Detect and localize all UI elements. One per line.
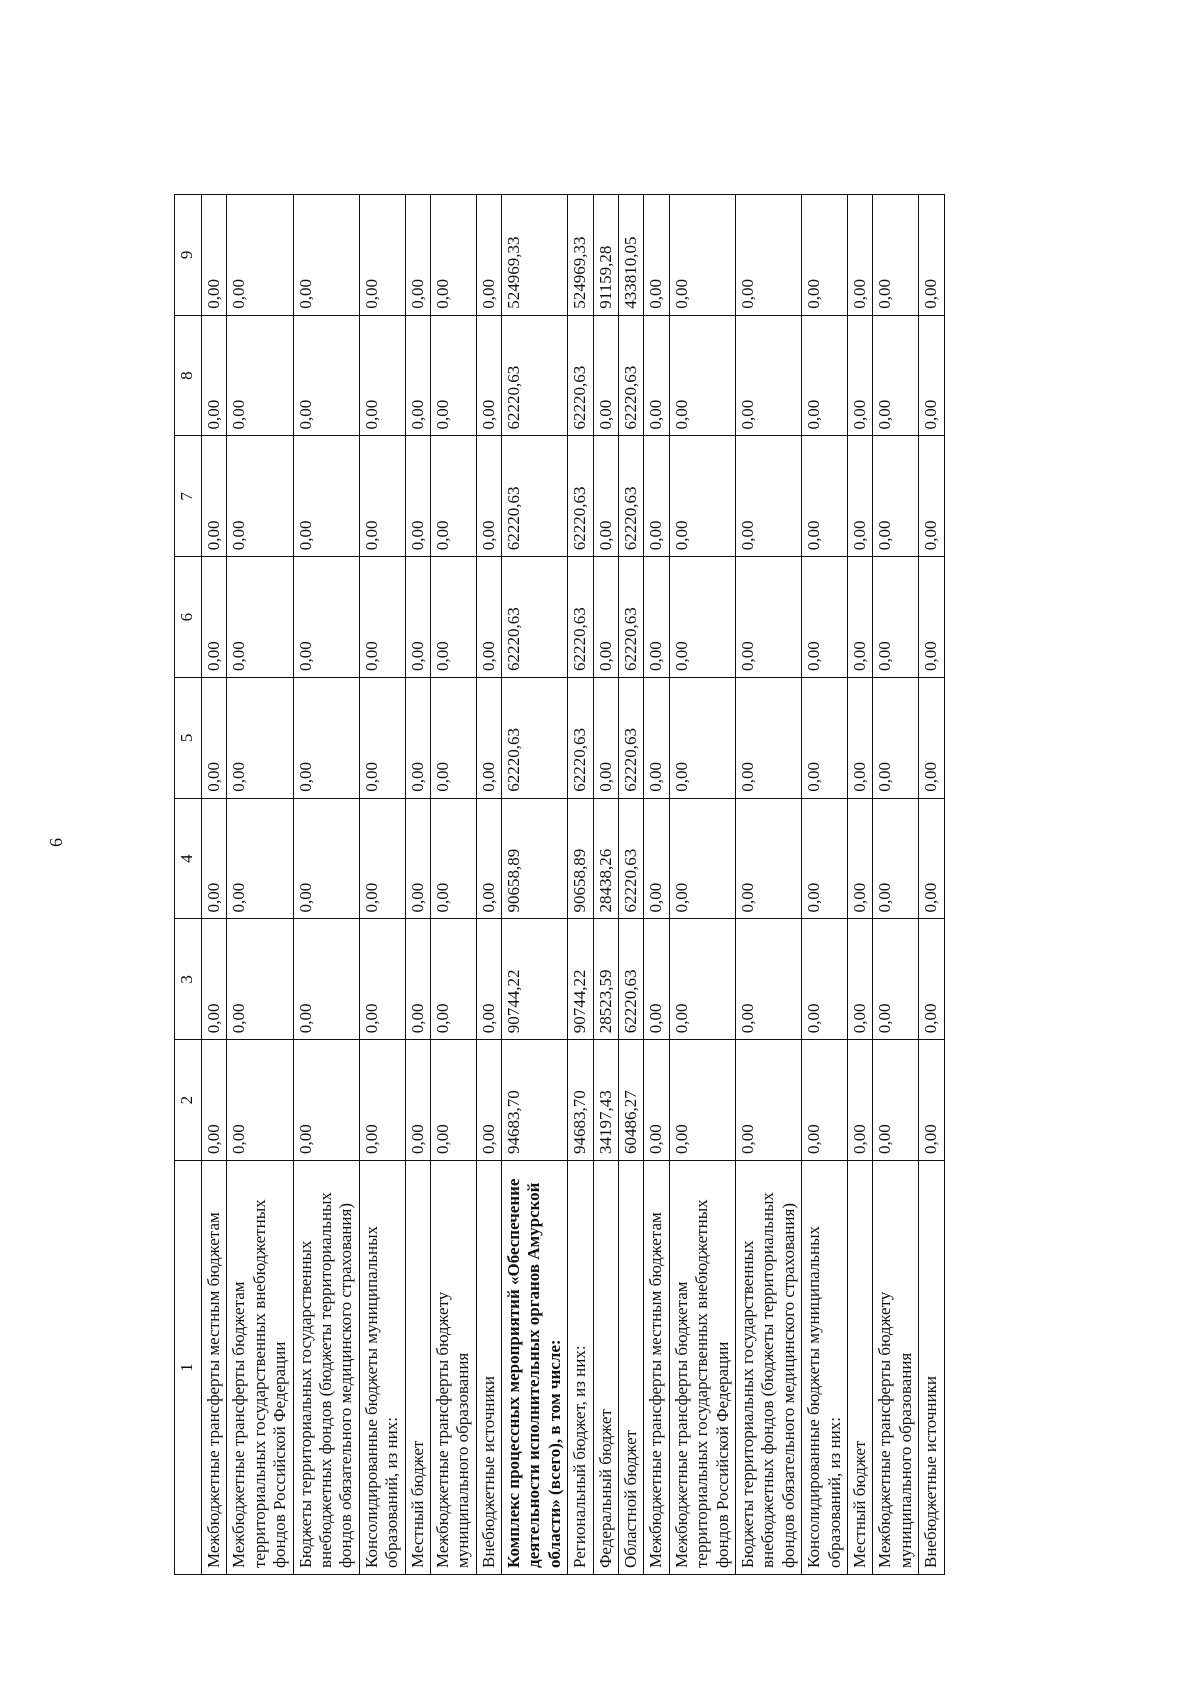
table-cell: 62220,63	[568, 436, 593, 557]
table-row	[873, 195, 919, 1575]
table-cell: 0,00	[669, 195, 735, 316]
table-cell: 0,00	[802, 557, 848, 678]
column-header: 6	[175, 557, 202, 678]
table-cell: 0,00	[405, 919, 430, 1040]
table-cell: 0,00	[202, 919, 227, 1040]
table-row	[593, 195, 618, 1575]
column-header: 1	[175, 1161, 202, 1575]
table-cell: 0,00	[293, 678, 359, 799]
table-cell: 0,00	[802, 798, 848, 919]
column-header: 3	[175, 919, 202, 1040]
table-cell: 94683,70	[502, 1040, 568, 1161]
row-label: Межбюджетные трансферты бюджету муниципального образования	[430, 1161, 476, 1575]
table-row	[227, 195, 293, 1575]
column-header: 7	[175, 436, 202, 557]
table-cell: 0,00	[669, 678, 735, 799]
table-row	[405, 195, 430, 1575]
table-cell: 0,00	[430, 195, 476, 316]
row-label: Местный бюджет	[847, 1161, 872, 1575]
row-label: Бюджеты территориальных государственных внебюджетных фондов (бюджеты территориальных фондов обязательного медицинского страхования)	[293, 1161, 359, 1575]
table-cell: 0,00	[293, 195, 359, 316]
table-cell: 0,00	[227, 1040, 293, 1161]
table-cell: 62220,63	[619, 315, 644, 436]
table-cell: 0,00	[293, 1040, 359, 1161]
table-cell: 0,00	[735, 798, 801, 919]
table-cell: 62220,63	[568, 315, 593, 436]
table-cell: 0,00	[293, 557, 359, 678]
table-cell: 524969,33	[502, 195, 568, 316]
column-header: 8	[175, 315, 202, 436]
table-cell: 0,00	[476, 315, 501, 436]
table-cell: 0,00	[919, 798, 944, 919]
table-cell: 0,00	[919, 315, 944, 436]
table-cell: 0,00	[669, 919, 735, 1040]
table-cell: 0,00	[735, 1040, 801, 1161]
table-cell: 91159,28	[593, 195, 618, 316]
table-row	[847, 195, 872, 1575]
table-row	[919, 195, 944, 1575]
table-cell: 62220,63	[568, 557, 593, 678]
table-cell: 0,00	[227, 678, 293, 799]
table-cell: 90658,89	[568, 798, 593, 919]
table-cell: 0,00	[430, 678, 476, 799]
table-cell: 0,00	[359, 678, 405, 799]
table-cell: 0,00	[644, 436, 669, 557]
table-cell: 0,00	[873, 678, 919, 799]
table-row	[359, 195, 405, 1575]
table-cell: 0,00	[919, 195, 944, 316]
table-cell: 0,00	[430, 919, 476, 1040]
row-label: Внебюджетные источники	[476, 1161, 501, 1575]
table-cell: 0,00	[293, 798, 359, 919]
table-cell: 0,00	[202, 798, 227, 919]
table-cell: 0,00	[919, 436, 944, 557]
rotated-table-container	[174, 195, 1178, 1575]
table-cell: 90744,22	[568, 919, 593, 1040]
table-row	[293, 195, 359, 1575]
row-label: Местный бюджет	[405, 1161, 430, 1575]
table-cell: 0,00	[669, 798, 735, 919]
table-cell: 0,00	[669, 557, 735, 678]
table-cell: 0,00	[359, 557, 405, 678]
table-cell: 0,00	[802, 1040, 848, 1161]
table-cell: 60486,27	[619, 1040, 644, 1161]
table-cell: 0,00	[593, 557, 618, 678]
table-cell: 0,00	[202, 195, 227, 316]
table-cell: 0,00	[405, 678, 430, 799]
budget-table	[174, 194, 945, 1575]
row-label: Региональный бюджет, из них:	[568, 1161, 593, 1575]
table-cell: 0,00	[669, 436, 735, 557]
table-cell: 0,00	[430, 315, 476, 436]
table-row	[735, 195, 801, 1575]
table-cell: 0,00	[202, 436, 227, 557]
table-cell: 0,00	[405, 557, 430, 678]
table-cell: 28523,59	[593, 919, 618, 1040]
table-row	[568, 195, 593, 1575]
table-cell: 0,00	[476, 195, 501, 316]
row-label: Межбюджетные трансферты местным бюджетам	[644, 1161, 669, 1575]
table-row	[502, 195, 568, 1575]
table-cell: 94683,70	[568, 1040, 593, 1161]
header-row	[175, 195, 202, 1575]
column-header: 9	[175, 195, 202, 316]
table-cell: 0,00	[405, 315, 430, 436]
row-label: Бюджеты территориальных государственных внебюджетных фондов (бюджеты территориальных фондов обязательного медицинского страхования)	[735, 1161, 801, 1575]
table-cell: 62220,63	[619, 798, 644, 919]
row-label: Межбюджетные трансферты местным бюджетам	[202, 1161, 227, 1575]
row-label: Консолидированные бюджеты муниципальных образований, из них:	[359, 1161, 405, 1575]
table-cell: 0,00	[735, 315, 801, 436]
table-cell: 0,00	[593, 678, 618, 799]
table-cell: 0,00	[847, 195, 872, 316]
table-cell: 62220,63	[502, 678, 568, 799]
table-cell: 0,00	[359, 436, 405, 557]
table-cell: 0,00	[735, 678, 801, 799]
table-cell: 0,00	[405, 1040, 430, 1161]
table-cell: 433810,05	[619, 195, 644, 316]
table-cell: 62220,63	[619, 919, 644, 1040]
table-cell: 0,00	[293, 919, 359, 1040]
table-cell: 0,00	[293, 315, 359, 436]
row-label: Межбюджетные трансферты бюджетам территориальных государственных внебюджетных фондов Российской Федерации	[227, 1161, 293, 1575]
table-cell: 0,00	[919, 919, 944, 1040]
table-cell: 0,00	[476, 919, 501, 1040]
table-row	[669, 195, 735, 1575]
table-cell: 0,00	[593, 315, 618, 436]
table-cell: 0,00	[430, 798, 476, 919]
table-cell: 0,00	[669, 315, 735, 436]
table-row	[476, 195, 501, 1575]
table-cell: 34197,43	[593, 1040, 618, 1161]
table-cell: 0,00	[405, 798, 430, 919]
table-cell: 0,00	[873, 315, 919, 436]
table-cell: 0,00	[644, 919, 669, 1040]
table-row	[802, 195, 848, 1575]
table-cell: 0,00	[476, 557, 501, 678]
table-cell: 0,00	[802, 315, 848, 436]
row-label: Межбюджетные трансферты бюджету муниципального образования	[873, 1161, 919, 1575]
table-cell: 0,00	[476, 436, 501, 557]
row-label: Областной бюджет	[619, 1161, 644, 1575]
table-cell: 0,00	[919, 557, 944, 678]
table-cell: 0,00	[476, 798, 501, 919]
table-cell: 0,00	[227, 436, 293, 557]
table-cell: 0,00	[847, 315, 872, 436]
table-cell: 0,00	[430, 1040, 476, 1161]
table-cell: 0,00	[873, 557, 919, 678]
table-cell: 0,00	[227, 315, 293, 436]
column-header: 5	[175, 678, 202, 799]
table-cell: 0,00	[359, 1040, 405, 1161]
table-row	[619, 195, 644, 1575]
table-cell: 0,00	[873, 195, 919, 316]
table-cell: 0,00	[802, 436, 848, 557]
table-row	[430, 195, 476, 1575]
row-label: Комплекс процессных мероприятий «Обеспечение деятельности исполнительных органов Амурской области» (всего), в том числе:	[502, 1161, 568, 1575]
column-header: 4	[175, 798, 202, 919]
table-cell: 0,00	[476, 678, 501, 799]
table-cell: 0,00	[644, 798, 669, 919]
table-cell: 90744,22	[502, 919, 568, 1040]
table-row	[644, 195, 669, 1575]
table-cell: 0,00	[802, 195, 848, 316]
table-cell: 90658,89	[502, 798, 568, 919]
table-cell: 0,00	[802, 678, 848, 799]
table-cell: 0,00	[359, 195, 405, 316]
table-cell: 62220,63	[502, 315, 568, 436]
table-cell: 0,00	[847, 678, 872, 799]
table-cell: 0,00	[593, 436, 618, 557]
table-cell: 0,00	[227, 557, 293, 678]
table-cell: 0,00	[227, 798, 293, 919]
table-cell: 0,00	[735, 557, 801, 678]
table-cell: 0,00	[847, 798, 872, 919]
row-label: Федеральный бюджет	[593, 1161, 618, 1575]
table-cell: 0,00	[735, 919, 801, 1040]
table-cell: 0,00	[847, 436, 872, 557]
table-row	[202, 195, 227, 1575]
table-cell: 0,00	[405, 436, 430, 557]
table-cell: 0,00	[802, 919, 848, 1040]
table-cell: 0,00	[202, 1040, 227, 1161]
table-cell: 62220,63	[502, 436, 568, 557]
table-cell: 0,00	[644, 315, 669, 436]
table-cell: 0,00	[873, 1040, 919, 1161]
table-cell: 0,00	[644, 557, 669, 678]
table-cell: 0,00	[644, 678, 669, 799]
table-cell: 0,00	[873, 919, 919, 1040]
table-cell: 0,00	[359, 315, 405, 436]
row-label: Межбюджетные трансферты бюджетам территориальных государственных внебюджетных фондов Российской Федерации	[669, 1161, 735, 1575]
table-cell: 0,00	[202, 557, 227, 678]
column-header: 2	[175, 1040, 202, 1161]
table-cell: 0,00	[847, 919, 872, 1040]
table-cell: 62220,63	[568, 678, 593, 799]
table-cell: 0,00	[847, 557, 872, 678]
table-cell: 28438,26	[593, 798, 618, 919]
row-label: Консолидированные бюджеты муниципальных образований, из них:	[802, 1161, 848, 1575]
table-cell: 0,00	[476, 1040, 501, 1161]
table-cell: 62220,63	[619, 678, 644, 799]
table-cell: 0,00	[202, 315, 227, 436]
table-cell: 0,00	[873, 436, 919, 557]
table-cell: 0,00	[644, 1040, 669, 1161]
table-cell: 0,00	[919, 678, 944, 799]
table-cell: 0,00	[735, 195, 801, 316]
table-cell: 0,00	[202, 678, 227, 799]
table-cell: 0,00	[430, 557, 476, 678]
page-number: 6	[46, 838, 66, 847]
table-cell: 0,00	[227, 195, 293, 316]
table-cell: 0,00	[735, 436, 801, 557]
table-cell: 0,00	[405, 195, 430, 316]
table-cell: 0,00	[359, 919, 405, 1040]
table-cell: 0,00	[644, 195, 669, 316]
table-cell: 62220,63	[619, 557, 644, 678]
table-cell: 62220,63	[502, 557, 568, 678]
table-cell: 0,00	[359, 798, 405, 919]
table-cell: 0,00	[919, 1040, 944, 1161]
table-cell: 0,00	[669, 1040, 735, 1161]
table-cell: 0,00	[847, 1040, 872, 1161]
table-cell: 0,00	[227, 919, 293, 1040]
table-cell: 524969,33	[568, 195, 593, 316]
table-cell: 0,00	[873, 798, 919, 919]
table-cell: 0,00	[293, 436, 359, 557]
row-label: Внебюджетные источники	[919, 1161, 944, 1575]
table-cell: 0,00	[430, 436, 476, 557]
table-cell: 62220,63	[619, 436, 644, 557]
